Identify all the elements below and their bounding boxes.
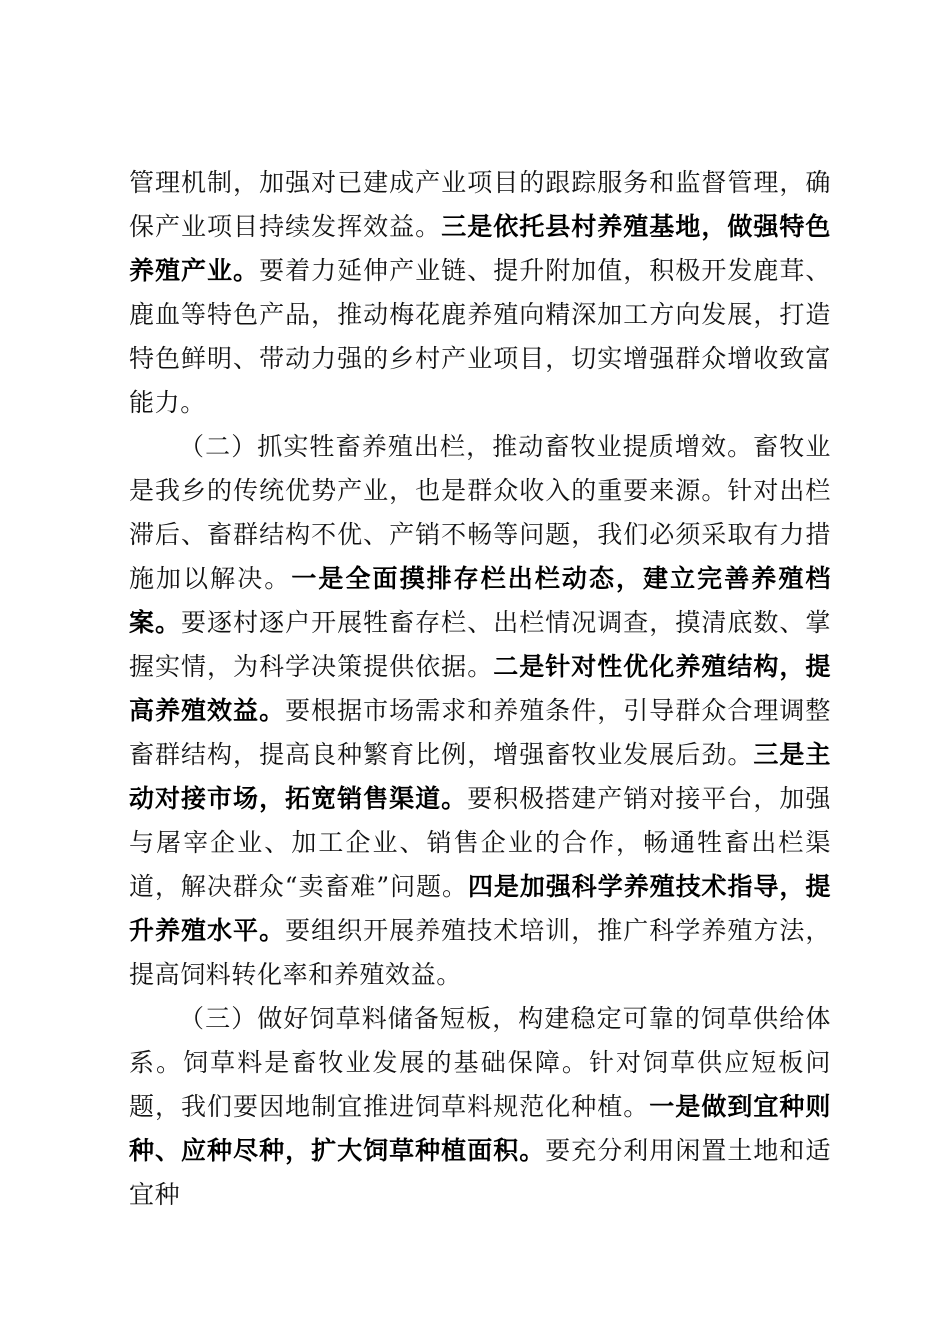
- paragraph-2: [129, 425, 831, 997]
- section-heading-text: （三）做好饲草料储备短板，构建稳定可靠的饲草供给体系。饲草料是畜牧业发展的基础保障。针对饲草供应短板问题，我们要因地制宜推进饲草料规范化种植。: [129, 1004, 831, 1121]
- paragraph-bold-text: 二是针对性优化养殖结构，提高养殖效益。: [129, 652, 831, 725]
- section-heading-text: （二）抓实牲畜养殖出栏，推动畜牧业提质增效。畜牧业是我乡的传统优势产业，也是群众收入的重要来源。针对出栏滞后、畜群结构不优、产销不畅等问题，我们必须采取有力措施加以解决。: [129, 432, 831, 593]
- paragraph-1: [129, 161, 831, 425]
- document-page: [129, 161, 831, 1217]
- paragraph-text: 要充分利用闲置土地和适宜种: [129, 1136, 831, 1209]
- paragraph-bold-text: 一是做到宜种则种、应种尽种，扩大饲草种植面积。: [129, 1092, 831, 1165]
- paragraph-text: 要积极搭建产销对接平台，加强与屠宰企业、加工企业、销售企业的合作，畅通牲畜出栏渠道，解决群众“卖畜难”问题。: [129, 784, 831, 901]
- paragraph-bold-text: 一是全面摸排存栏出栏动态，建立完善养殖档案。: [129, 564, 831, 637]
- paragraph-text: 要着力延伸产业链、提升附加值，积极开发鹿茸、鹿血等特色产品，推动梅花鹿养殖向精深加工方向发展，打造特色鲜明、带动力强的乡村产业项目，切实增强群众增收致富能力。: [129, 256, 831, 417]
- paragraph-bold-text: 三是依托县村养殖基地，做强特色养殖产业。: [129, 212, 831, 285]
- paragraph-text: 管理机制，加强对已建成产业项目的跟踪服务和监督管理，确保产业项目持续发挥效益。: [129, 168, 831, 241]
- paragraph-text: 要根据市场需求和养殖条件，引导群众合理调整畜群结构，提高良种繁育比例，增强畜牧业发展后劲。: [129, 696, 831, 769]
- paragraph-bold-text: 四是加强科学养殖技术指导，提升养殖水平。: [129, 872, 831, 945]
- paragraph-text: 要组织开展养殖技术培训，推广科学养殖方法，提高饲料转化率和养殖效益。: [129, 916, 831, 989]
- paragraph-text: 要逐村逐户开展牲畜存栏、出栏情况调查，摸清底数、掌握实情，为科学决策提供依据。: [129, 608, 831, 681]
- paragraph-bold-text: 三是主动对接市场，拓宽销售渠道。: [129, 740, 831, 813]
- paragraph-3: [129, 997, 831, 1217]
